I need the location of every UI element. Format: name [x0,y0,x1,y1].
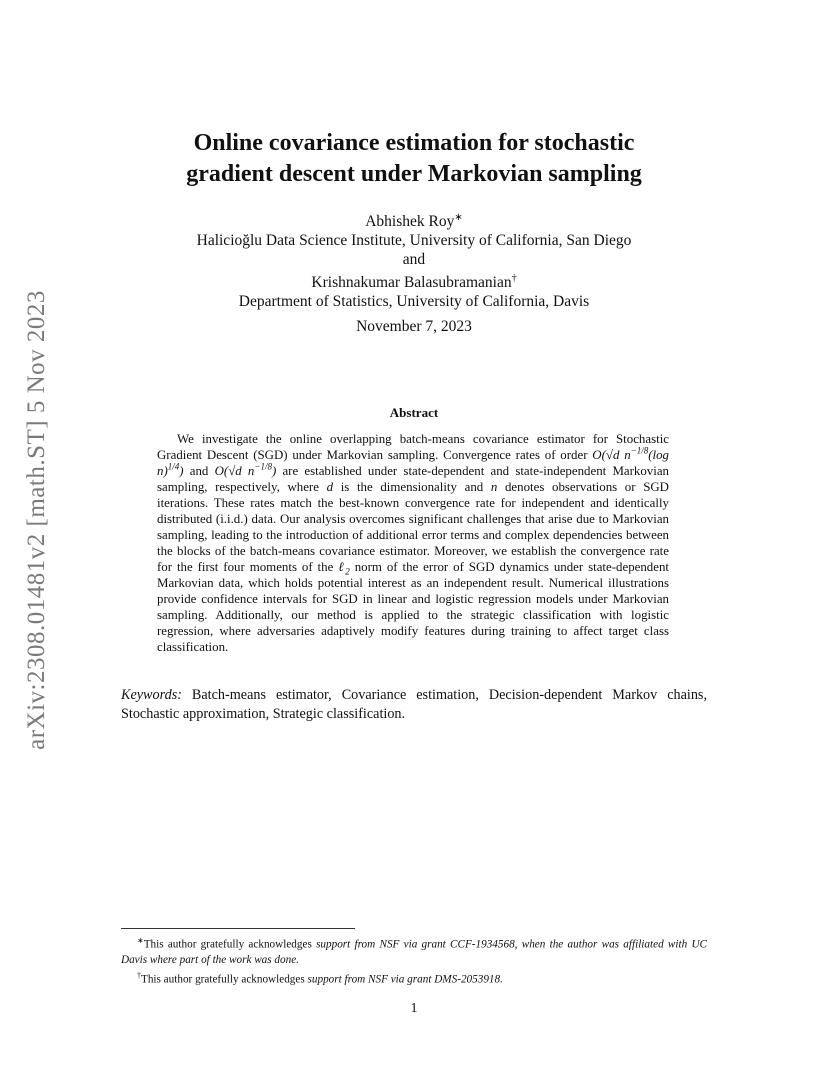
author-conjunction: and [402,251,426,269]
keywords-list: Batch-means estimator, Covariance estimation, Decision-dependent Markov chains, Stochastic approximation, Strategic classification. [121,687,707,722]
title-line-1: Online covariance estimation for stochastic [193,130,635,156]
abstract-paragraph [157,431,669,655]
footnote-divider [121,928,355,929]
footnote-1-mark: ∗ [137,936,144,945]
abstract-text-4: denotes observations or SGD iterations. These rates match the best-known convergence rate for independent and identically distributed (i.i.d.) data. Our analysis overcomes significant challenges that arise due to Markovian sampling, leading to the introduction of additional error terms and complex dependencies between the blocks of the batch-means covariance estimator. Moreover, we establish the convergence rate for the first four moments of the [157,480,669,574]
footnote-2-italic: support from NSF via grant DMS-2053918. [307,973,503,986]
abstract-body [157,431,669,655]
footnote-2-mark: † [137,970,141,980]
author-1-name: Abhishek Roy [365,213,455,231]
author-2-name: Krishnakumar Balasubramanian [311,274,512,292]
title-line-2: gradient descent under Markovian sampling [186,161,642,187]
publication-date: November 7, 2023 [356,318,472,335]
paper-title [100,128,728,190]
keywords [121,686,707,724]
rate-formula-2: O(√d $n^{-1/8}$) [214,461,277,478]
affiliation-2: Department of Statistics, University of California, Davis [238,293,590,311]
author-block [100,208,728,311]
abstract-text-3: is the dimensionality and [333,480,491,494]
footnote-2-text: This author gratefully acknowledges [141,973,308,986]
rate-formula-1: O(√d $n^{-1/8}(\log$ n)$^{1/4}$) [157,445,669,478]
author-1-footnote-mark: ∗ [454,212,463,223]
footnote-1 [121,933,707,968]
abstract-heading: Abstract [389,405,439,420]
footnote-2 [121,968,707,988]
keywords-label: Keywords: [121,687,182,703]
abstract-text-5: norm of the error of SGD dynamics under state-dependent Markovian data, which holds potential interest as an independent result. Numerical illustrations provide confidence intervals for SGD in linear and logistic regression models under Markovian sampling. Additionally, our method is applied to the strategic classification with logistic regression, where adversaries adaptively modify features during training to affect target class classification. [157,560,669,654]
author-1 [100,208,728,231]
l2-norm-symbol: ℓ$_2$ [338,560,350,577]
author-2 [100,269,728,292]
arxiv-identifier-stamp [20,275,54,765]
page-number: 1 [410,1001,418,1016]
affiliation-1: Halicioğlu Data Science Institute, University of California, San Diego [196,232,632,250]
author-2-footnote-mark: † [511,273,517,285]
variable-d: d [326,480,334,494]
abstract-text-2: are established under state-dependent and state-independent Markovian sampling, respectively, where [157,464,670,494]
abstract-text-1: We investigate the online overlapping batch-means covariance estimator for Stochastic Gradient Descent (SGD) under Markovian sampling. Convergence rates of order [157,432,669,462]
footnote-1-italic: support from NSF via grant CCF-1934568, when the author was affiliated with UC Davis where part of the work was done. [121,938,707,966]
abstract-and: and [183,464,215,478]
variable-n: n [490,480,498,494]
footnotes [121,933,707,987]
footnote-1-text: This author gratefully acknowledges [143,938,317,951]
arxiv-identifier-text: arXiv:2308.01481v2 [math.ST] 5 Nov 2023 [23,290,51,750]
